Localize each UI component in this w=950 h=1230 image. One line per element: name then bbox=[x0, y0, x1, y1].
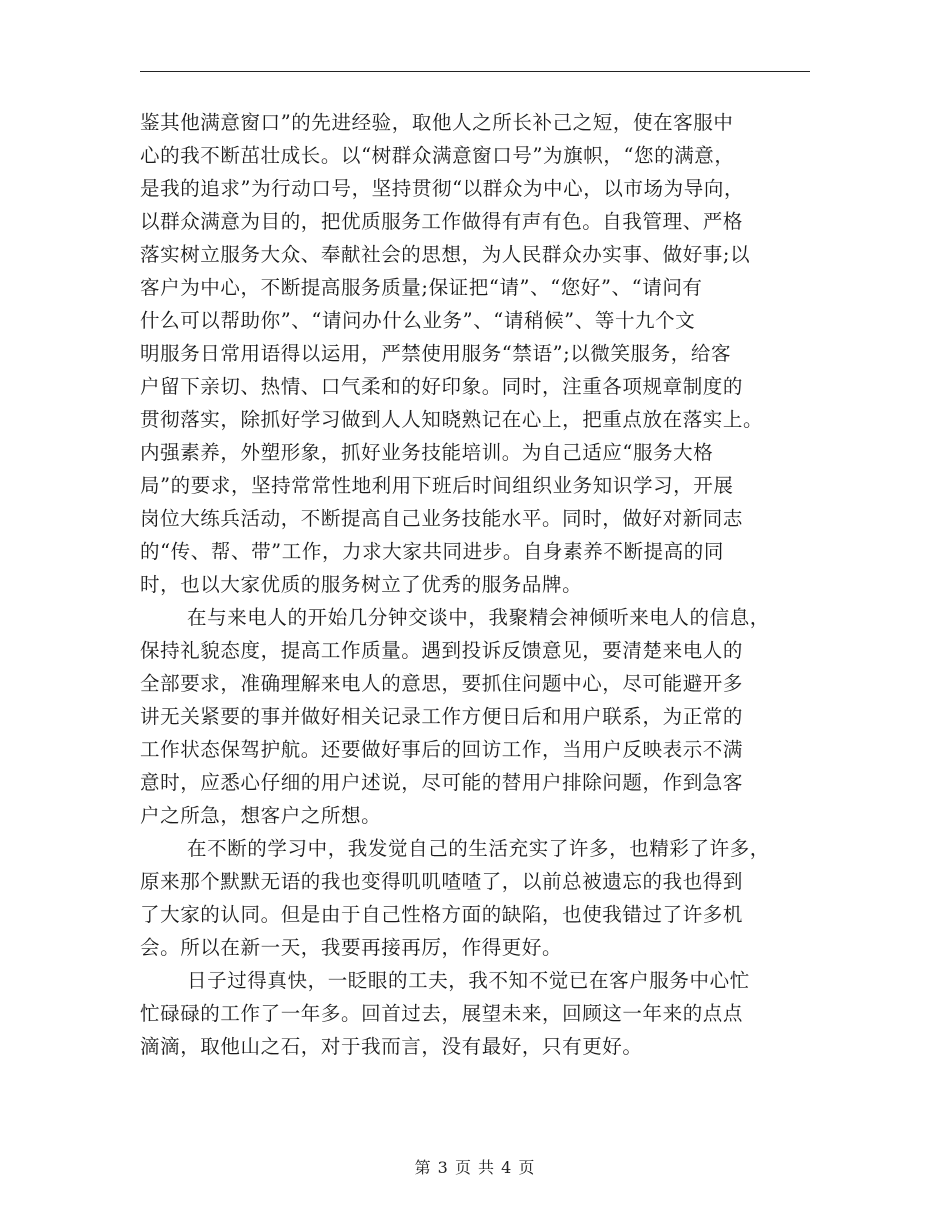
text-line: 户留下亲切、热情、口气柔和的好印象。同时，注重各项规章制度的 bbox=[140, 375, 744, 398]
text-line: 保持礼貌态度，提高工作质量。遇到投诉反馈意见，要清楚来电人的 bbox=[140, 639, 744, 662]
text-line: 讲无关紧要的事并做好相关记录工作方便日后和用户联系，为正常的 bbox=[140, 705, 744, 728]
text-line: 是我的追求”为行动口号，坚持贯彻“以群众为中心，以市场为导向， bbox=[140, 177, 745, 200]
text-line: 工作状态保驾护航。还要做好事后的回访工作，当用户反映表示不满 bbox=[140, 738, 744, 761]
text-line: 内强素养，外塑形象，抓好业务技能培训。为自己适应“服务大格 bbox=[140, 441, 714, 464]
text-line: 心的我不断茁壮成长。以“树群众满意窗口号”为旗帜，“您的满意， bbox=[140, 144, 735, 167]
text-line: 贯彻落实，除抓好学习做到人人知晓熟记在心上，把重点放在落实上。 bbox=[140, 408, 764, 431]
text-line: 局”的要求，坚持常常性地利用下班后时间组织业务知识学习，开展 bbox=[140, 474, 734, 497]
text-line: 原来那个默默无语的我也变得叽叽喳喳了，以前总被遗忘的我也得到 bbox=[140, 870, 744, 893]
text-line: 明服务日常用语得以运用，严禁使用服务“禁语”;以微笑服务，给客 bbox=[140, 342, 732, 365]
text-line: 滴滴，取他山之石，对于我而言，没有最好，只有更好。 bbox=[140, 1035, 643, 1058]
text-line: 岗位大练兵活动，不断提高自己业务技能水平。同时，做好对新同志 bbox=[140, 507, 744, 530]
text-line: 什么可以帮助你”、“请问办什么业务”、“请稍候”、等十九个文 bbox=[140, 309, 696, 332]
document-body bbox=[140, 106, 820, 1063]
text-line: 客户为中心，不断提高服务质量;保证把“请”、“您好”、“请问有 bbox=[140, 276, 703, 299]
text-line: 以群众满意为目的，把优质服务工作做得有声有色。自我管理、严格 bbox=[140, 210, 744, 233]
paragraph-first-line: 在与来电人的开始几分钟交谈中，我聚精会神倾听来电人的信息， bbox=[187, 606, 770, 629]
text-line: 忙碌碌的工作了一年多。回首过去，展望未来，回顾这一年来的点点 bbox=[140, 1002, 744, 1025]
paragraph-first-line: 日子过得真快，一眨眼的工夫，我不知不觉已在客户服务中心忙 bbox=[187, 969, 750, 992]
text-line: 户之所急，想客户之所想。 bbox=[140, 804, 382, 827]
header-rule bbox=[140, 71, 810, 72]
text-line: 落实树立服务大众、奉献社会的思想，为人民群众办实事、做好事;以 bbox=[140, 243, 751, 266]
text-line: 的“传、帮、带”工作，力求大家共同进步。自身素养不断提高的同 bbox=[140, 540, 724, 563]
text-line: 意时，应悉心仔细的用户述说，尽可能的替用户排除问题，作到急客 bbox=[140, 771, 744, 794]
paragraph-first-line: 在不断的学习中，我发觉自己的生活充实了许多，也精彩了许多， bbox=[187, 837, 770, 860]
text-line: 了大家的认同。但是由于自己性格方面的缺陷，也使我错过了许多机 bbox=[140, 903, 744, 926]
page-number: 第 3 页 共 4 页 bbox=[414, 1158, 536, 1177]
text-line: 时，也以大家优质的服务树立了优秀的服务品牌。 bbox=[140, 573, 583, 596]
text-line: 鉴其他满意窗口”的先进经验，取他人之所长补己之短，使在客服中 bbox=[140, 111, 734, 134]
text-line: 全部要求，准确理解来电人的意思，要抓住问题中心，尽可能避开多 bbox=[140, 672, 744, 695]
text-line: 会。所以在新一天，我要再接再厉，作得更好。 bbox=[140, 936, 563, 959]
